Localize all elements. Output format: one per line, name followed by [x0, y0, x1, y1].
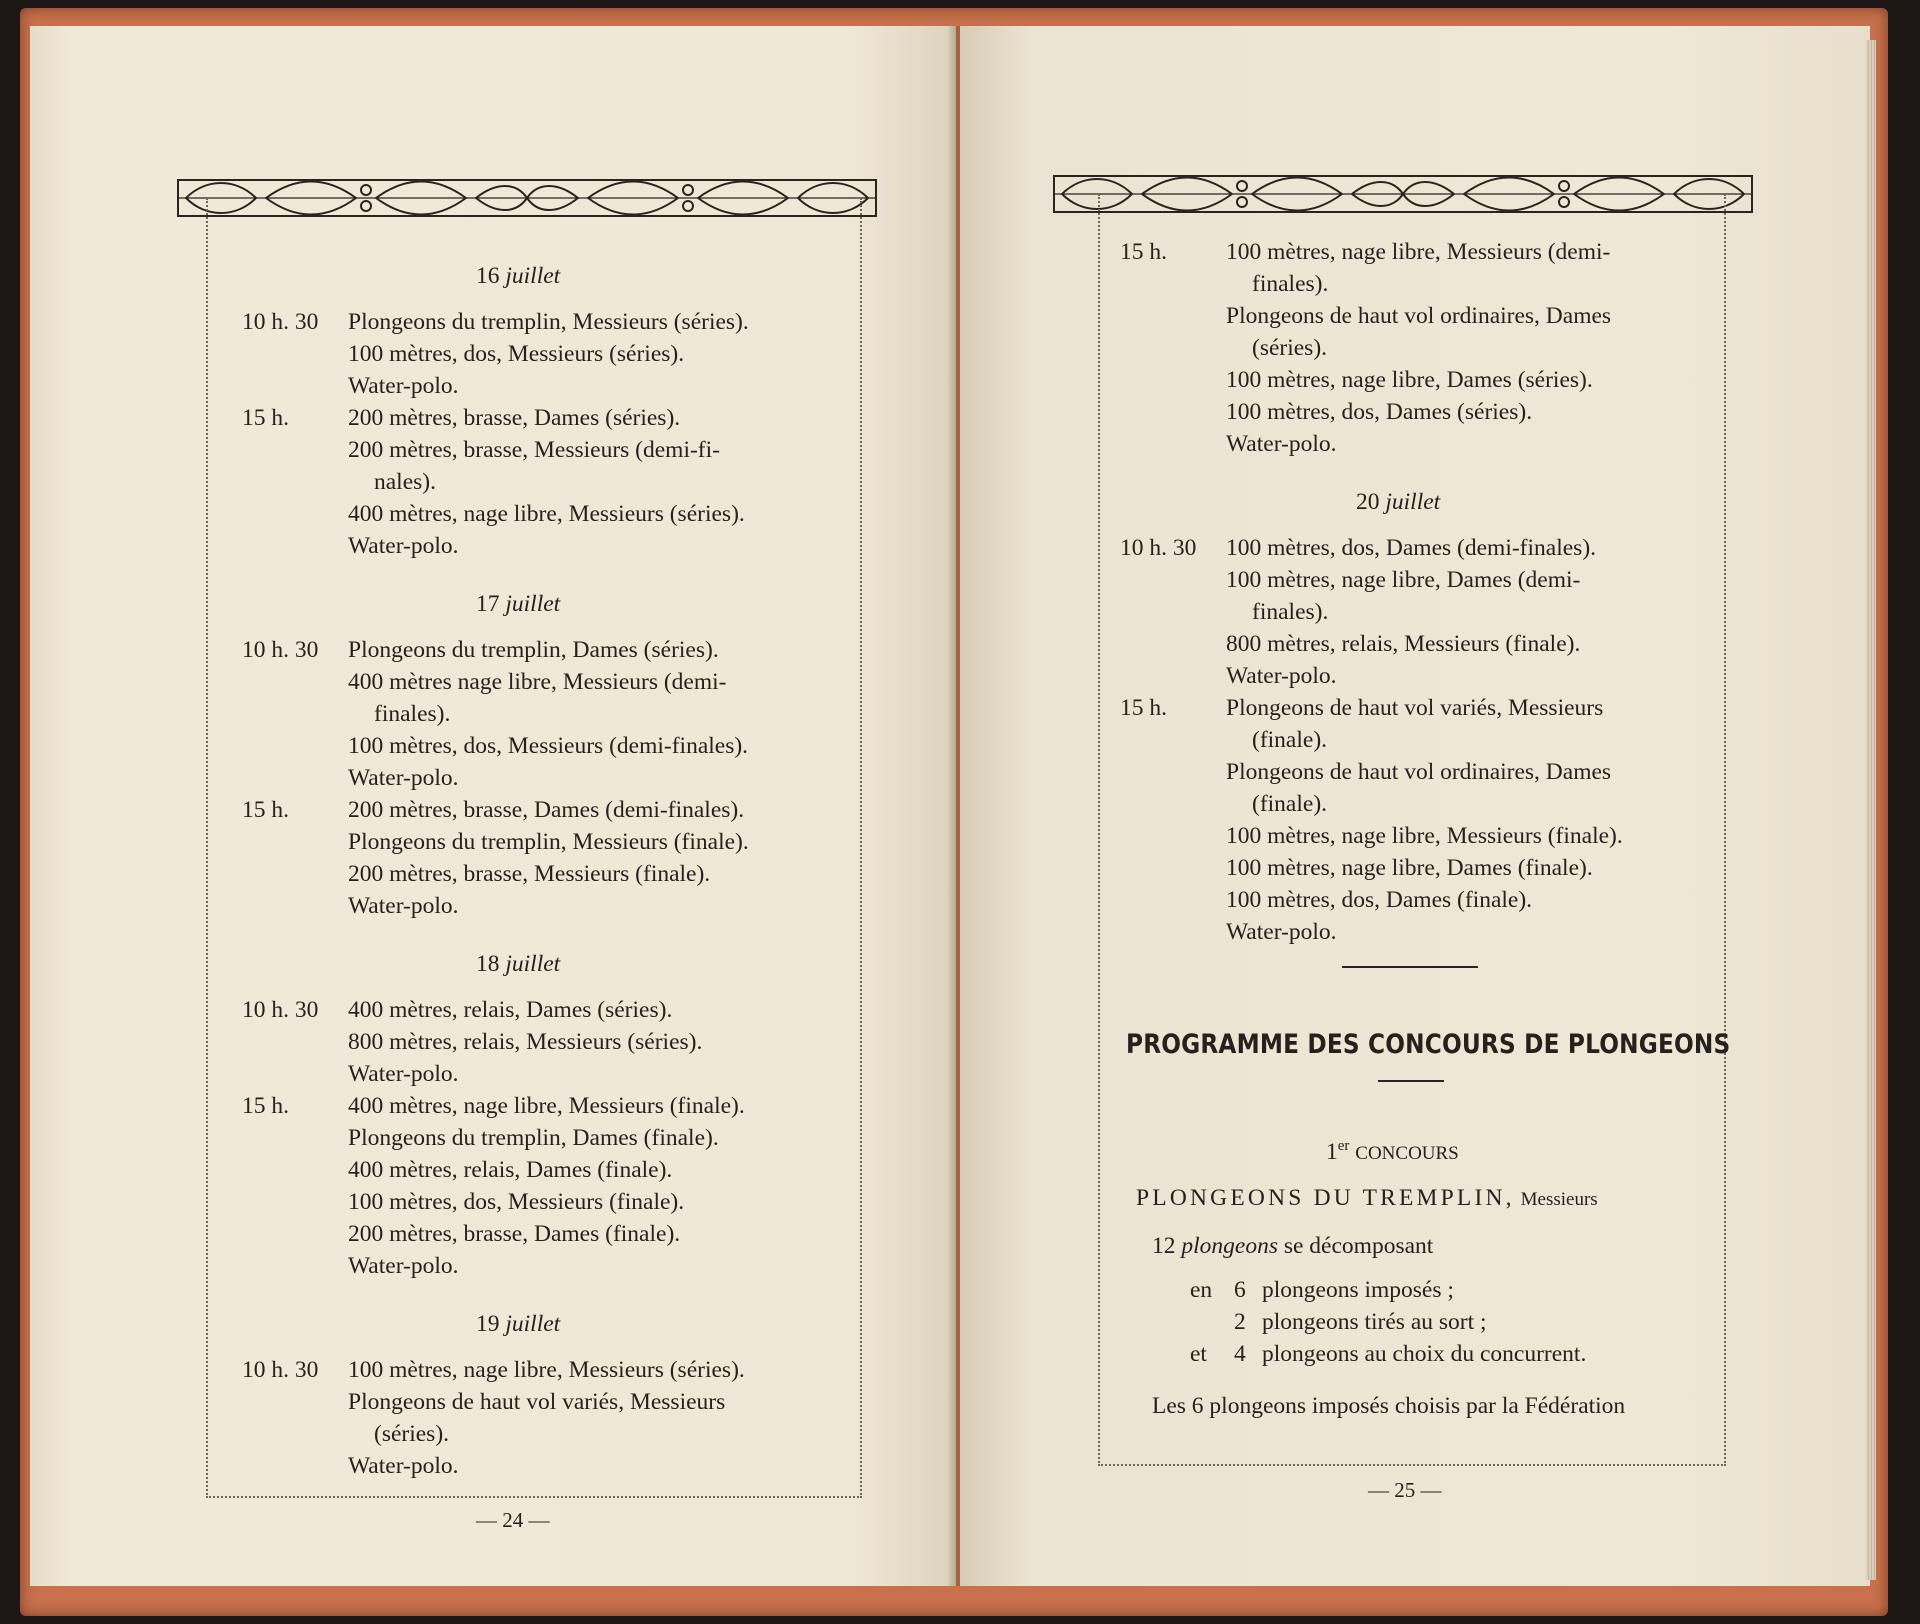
- breakdown-prefix: et: [1190, 1341, 1207, 1367]
- event-line: Water-polo.: [348, 765, 459, 791]
- event-line: 100 mètres, nage libre, Dames (séries).: [1226, 367, 1593, 393]
- contest-event-line: [1136, 1182, 1598, 1216]
- dives-word: plongeons: [1181, 1233, 1278, 1259]
- event-line: Plongeons du tremplin, Dames (séries).: [348, 637, 719, 663]
- event-line: Plongeons du tremplin, Messieurs (finale).: [348, 829, 749, 855]
- event-line: 800 mètres, relais, Messieurs (séries).: [348, 1029, 703, 1055]
- day-heading: [476, 948, 560, 980]
- event-line: Water-polo.: [348, 533, 459, 559]
- day-heading: [476, 588, 560, 620]
- day-number: 20: [1356, 489, 1380, 515]
- day-month: juillet: [1385, 489, 1441, 515]
- event-line: Water-polo.: [348, 373, 459, 399]
- contest-category: Messieurs: [1520, 1189, 1598, 1210]
- day-number: 16: [476, 263, 500, 289]
- event-line: 200 mètres, brasse, Dames (demi-finales).: [348, 797, 745, 823]
- contest-heading: [1326, 1136, 1459, 1170]
- day-number: 19: [476, 1311, 500, 1337]
- breakdown-text: plongeons imposés ;: [1262, 1277, 1454, 1303]
- event-line: 100 mètres, nage libre, Dames (finale).: [1226, 855, 1593, 881]
- divider-rule: [1378, 1080, 1444, 1082]
- day-number: 18: [476, 951, 500, 977]
- event-line: 200 mètres, brasse, Dames (finale).: [348, 1221, 681, 1247]
- session-time: 15 h.: [242, 797, 289, 823]
- event-line: Water-polo.: [1226, 663, 1337, 689]
- dives-rest: se décomposant: [1283, 1233, 1434, 1259]
- event-line: Water-polo.: [1226, 431, 1337, 457]
- event-continuation: (finale).: [1252, 791, 1328, 817]
- right-page: [960, 26, 1870, 1586]
- page-edges: [1866, 40, 1876, 1580]
- event-line: Plongeons de haut vol ordinaires, Dames: [1226, 303, 1612, 329]
- day-month: juillet: [505, 591, 561, 617]
- event-line: 800 mètres, relais, Messieurs (finale).: [1226, 631, 1581, 657]
- breakdown-text: plongeons tirés au sort ;: [1262, 1309, 1487, 1335]
- breakdown-count: 4: [1234, 1341, 1246, 1367]
- session-time: 10 h. 30: [242, 637, 319, 663]
- session-time: 10 h. 30: [242, 309, 319, 335]
- event-line: 400 mètres, nage libre, Messieurs (séries).: [348, 501, 745, 527]
- event-line: 400 mètres nage libre, Messieurs (demi-: [348, 669, 727, 695]
- divider-rule: [1342, 966, 1478, 968]
- day-heading: [476, 1308, 560, 1340]
- event-line: 400 mètres, relais, Dames (finale).: [348, 1157, 673, 1183]
- contest-number-sup: er: [1337, 1138, 1350, 1155]
- event-continuation: finales).: [1252, 271, 1329, 297]
- page-number: — 24 —: [476, 1508, 550, 1532]
- session-time: 10 h. 30: [242, 997, 319, 1023]
- session-time: 15 h.: [242, 405, 289, 431]
- last-line: Les 6 plongeons imposés choisis par la Fédération: [1152, 1393, 1626, 1419]
- event-line: 100 mètres, dos, Dames (finale).: [1226, 887, 1533, 913]
- dives-count: 12: [1152, 1233, 1176, 1259]
- contest-label: CONCOURS: [1355, 1143, 1459, 1164]
- event-continuation: nales).: [374, 469, 436, 495]
- event-line: 200 mètres, brasse, Dames (séries).: [348, 405, 681, 431]
- event-line: 100 mètres, dos, Messieurs (finale).: [348, 1189, 685, 1215]
- event-line: Water-polo.: [348, 1253, 459, 1279]
- event-line: 100 mètres, dos, Messieurs (demi-finales).: [348, 733, 749, 759]
- event-line: 100 mètres, nage libre, Dames (demi-: [1226, 567, 1581, 593]
- breakdown-prefix: en: [1190, 1277, 1213, 1303]
- event-continuation: (séries).: [374, 1421, 450, 1447]
- event-line: Plongeons de haut vol ordinaires, Dames: [1226, 759, 1612, 785]
- dives-line: [1152, 1230, 1433, 1262]
- contest-number: 1: [1326, 1139, 1338, 1165]
- session-time: 10 h. 30: [1120, 535, 1197, 561]
- day-month: juillet: [505, 951, 561, 977]
- event-line: Plongeons de haut vol variés, Messieurs: [348, 1389, 726, 1415]
- event-line: 200 mètres, brasse, Messieurs (finale).: [348, 861, 711, 887]
- breakdown-text: plongeons au choix du concurrent.: [1262, 1341, 1587, 1367]
- event-line: 200 mètres, brasse, Messieurs (demi-fi-: [348, 437, 720, 463]
- event-continuation: finales).: [374, 701, 451, 727]
- event-line: Water-polo.: [1226, 919, 1337, 945]
- event-line: Water-polo.: [348, 1061, 459, 1087]
- programme-title: PROGRAMME DES CONCOURS DE PLONGEONS: [1126, 1029, 1731, 1060]
- event-continuation: (finale).: [1252, 727, 1328, 753]
- day-month: juillet: [505, 1311, 561, 1337]
- event-line: 100 mètres, nage libre, Messieurs (séries).: [348, 1357, 745, 1383]
- session-time: 10 h. 30: [242, 1357, 319, 1383]
- event-line: 100 mètres, dos, Dames (demi-finales).: [1226, 535, 1597, 561]
- event-continuation: (séries).: [1252, 335, 1328, 361]
- session-time: 15 h.: [1120, 239, 1167, 265]
- event-continuation: finales).: [1252, 599, 1329, 625]
- day-number: 17: [476, 591, 500, 617]
- day-heading: [476, 260, 560, 292]
- event-line: 100 mètres, nage libre, Messieurs (finale).: [1226, 823, 1623, 849]
- breakdown-count: 6: [1234, 1277, 1246, 1303]
- event-line: Water-polo.: [348, 1453, 459, 1479]
- event-line: 100 mètres, dos, Messieurs (séries).: [348, 341, 685, 367]
- event-line: 100 mètres, dos, Dames (séries).: [1226, 399, 1533, 425]
- event-line: Plongeons du tremplin, Dames (finale).: [348, 1125, 719, 1151]
- event-line: Plongeons de haut vol variés, Messieurs: [1226, 695, 1604, 721]
- event-line: 100 mètres, nage libre, Messieurs (demi-: [1226, 239, 1611, 265]
- contest-event: PLONGEONS DU TREMPLIN,: [1136, 1185, 1515, 1211]
- breakdown-count: 2: [1234, 1309, 1246, 1335]
- event-line: Water-polo.: [348, 893, 459, 919]
- day-month: juillet: [505, 263, 561, 289]
- session-time: 15 h.: [1120, 695, 1167, 721]
- session-time: 15 h.: [242, 1093, 289, 1119]
- left-page: [30, 26, 956, 1586]
- event-line: Plongeons du tremplin, Messieurs (séries).: [348, 309, 749, 335]
- event-line: 400 mètres, relais, Dames (séries).: [348, 997, 673, 1023]
- page-number: — 25 —: [1368, 1478, 1442, 1502]
- event-line: 400 mètres, nage libre, Messieurs (finale).: [348, 1093, 745, 1119]
- day-heading: [1356, 486, 1440, 518]
